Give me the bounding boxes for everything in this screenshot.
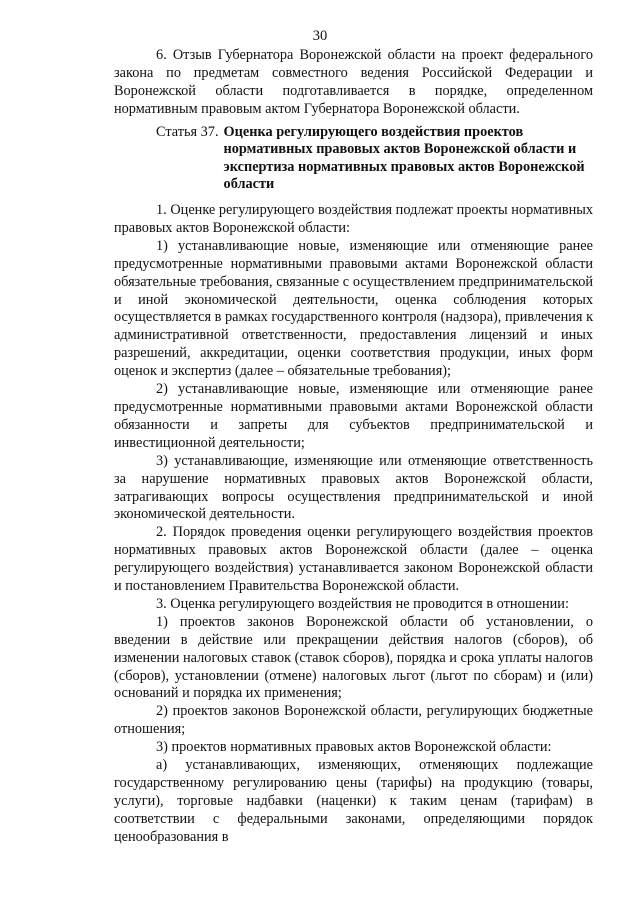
article-title: Оценка регулирующего воздействия проектов нормативных правовых актов Воронежской области и экспертиза нормативных правовых актов Воронежской области: [223, 123, 585, 193]
paragraph: 2. Порядок проведения оценки регулирующего воздействия проектов нормативных правовых актов Воронежской области (далее – оценка регулирующего воздействия) устанавливается законом Воронежской области и постановлением Правительства Воронежской области.: [114, 524, 593, 595]
paragraph: 3) проектов нормативных правовых актов Воронежской области:: [156, 739, 552, 756]
article-number: Статья 37.: [156, 123, 219, 140]
paragraph: 2) проектов законов Воронежской области, регулирующих бюджетные отношения;: [114, 703, 593, 738]
paragraph-6: 6. Отзыв Губернатора Воронежской области на проект федерального закона по предметам совместного ведения Российской Федерации и Воронежской области подготавливается в порядке, определенном нормативным правовым актом Губернатора Воронежской области.: [114, 47, 593, 117]
paragraph: 3. Оценка регулирующего воздействия не проводится в отношении:: [156, 595, 569, 612]
paragraph: а) устанавливающих, изменяющих, отменяющих подлежащие государственному регулированию цены (тарифы) на продукцию (товары, услуги), торговые надбавки (наценки) к таким ценам (тарифам) в соответствии с федеральными законами, определяющими порядок ценообразования в: [114, 757, 593, 845]
document-body: [114, 47, 593, 847]
paragraph: 1. Оценке регулирующего воздействия подлежат проекты нормативных правовых актов Воронежской области:: [114, 202, 593, 236]
article-heading: [114, 124, 593, 194]
page-number: 30: [312, 28, 328, 44]
paragraph: 3) устанавливающие, изменяющие или отменяющие ответственность за нарушение нормативных правовых актов Воронежской области, затрагивающих вопросы осуществления предпринимательской и иной экономической деятельности.: [114, 452, 593, 523]
paragraph: 1) устанавливающие новые, изменяющие или отменяющие ранее предусмотренные нормативными правовыми актами Воронежской области обязательные требования, связанные с осуществлением предпринимательской и иной экономической деятельности, оценка соблюдения которых осуществляется в рамках государственного контроля (надзора), привлечения к административной ответственности, предоставления лицензий и иных разрешений, аккредитации, оценки соответствия продукции, иных форм оценок и экспертиз (далее – обязательные требования);: [114, 237, 594, 380]
paragraph: 2) устанавливающие новые, изменяющие или отменяющие ранее предусмотренные нормативными правовыми актами Воронежской области обязанности и запреты для субъектов предпринимательской и инвестиционной деятельности;: [114, 381, 593, 451]
paragraph: 1) проектов законов Воронежской области об установлении, о введении в действие или прекращении действия налогов (сборов), об изменении налоговых ставок (ставок сборов), порядка и срока уплаты налогов (сборов), установлении (отмене) налоговых льгот (льгот по сборам) и (или) оснований и порядка их применения;: [114, 613, 593, 702]
